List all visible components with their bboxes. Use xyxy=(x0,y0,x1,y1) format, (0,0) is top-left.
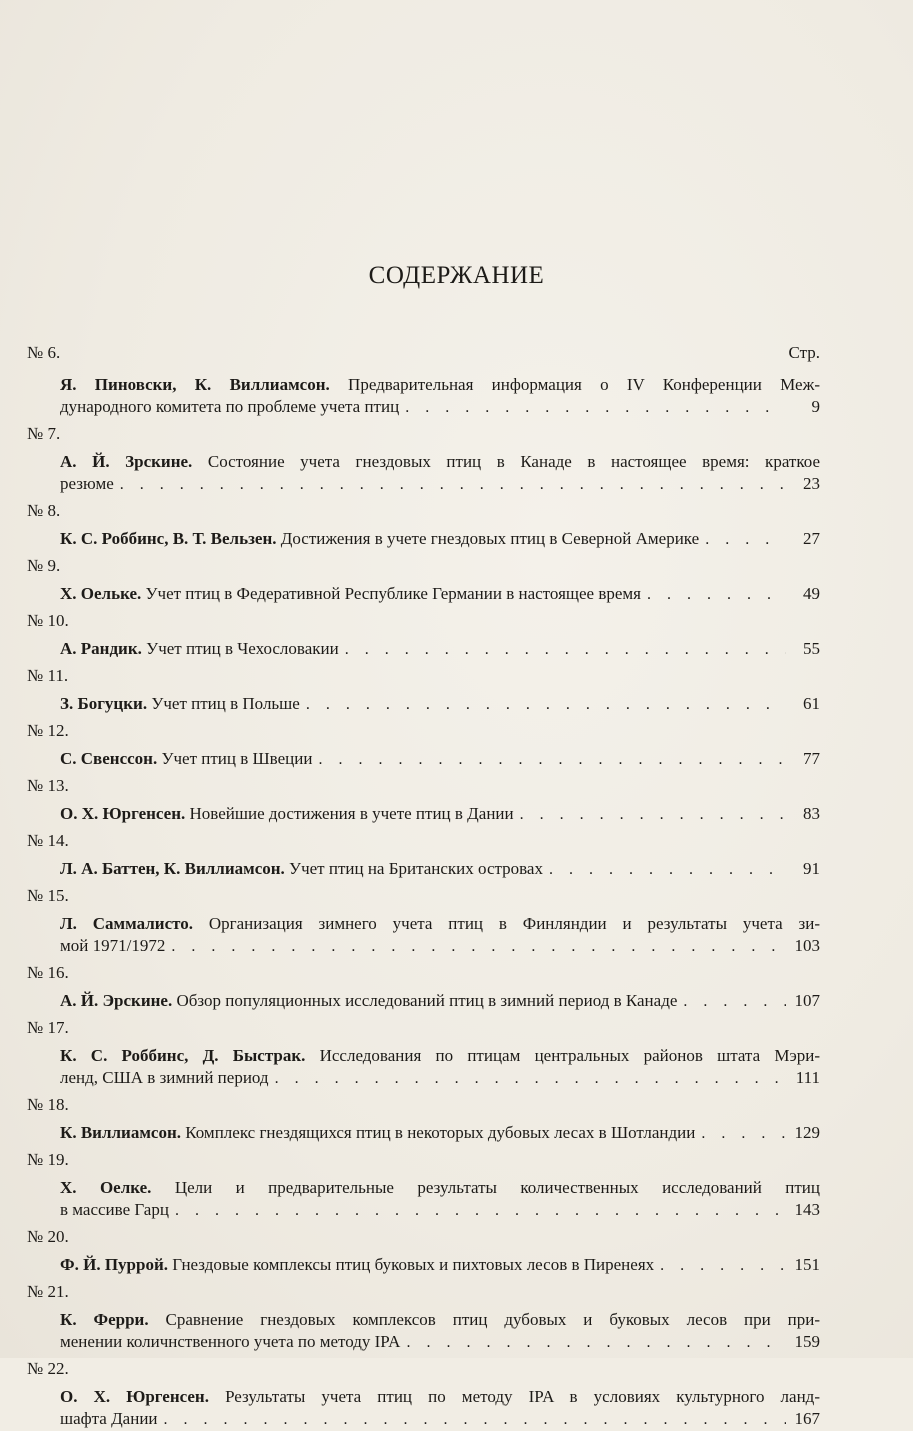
issue-number: № 11. xyxy=(27,666,69,685)
dot-leader xyxy=(683,991,786,1013)
toc-entry xyxy=(27,374,820,419)
issue-number: № 12. xyxy=(27,721,69,740)
toc-entry xyxy=(27,803,820,826)
entry-text-line: А. Й. Зрскине. Состояние учета гнездовых птиц в Канаде в настоящее время: краткое xyxy=(60,452,821,471)
toc-entry xyxy=(27,693,820,716)
entry-text-line: К. С. Роббинс, Д. Быстрак. Исследования по птицам центральных районов штата Мэри- xyxy=(60,1046,821,1065)
toc-entry xyxy=(27,1386,820,1431)
toc-entry xyxy=(27,1177,820,1222)
issue-number: № 15. xyxy=(27,886,69,905)
entry-text-line: дународного комитета по проблеме учета птиц xyxy=(60,397,400,416)
entry-last-line xyxy=(60,748,820,771)
entry-last-line xyxy=(60,1122,820,1145)
dot-leader xyxy=(647,584,786,606)
entry-text-line: шафта Дании xyxy=(60,1409,158,1428)
page-number: 77 xyxy=(803,749,820,768)
issue-number: № 9. xyxy=(27,556,61,575)
entry-text-line: О. Х. Юргенсен. Новейшие достижения в учете птиц в Дании xyxy=(60,804,514,823)
entry-text-line: менении количнственного учета по методу IPA xyxy=(60,1332,401,1351)
dot-leader xyxy=(171,936,786,958)
toc-entries xyxy=(27,374,820,1431)
issue-number: № 18. xyxy=(27,1095,69,1114)
entry-last-line xyxy=(60,803,820,826)
entry-text-line: в массиве Гарц xyxy=(60,1200,169,1219)
toc-entry xyxy=(27,990,820,1013)
page-number: 49 xyxy=(803,584,820,603)
entry-last-line xyxy=(60,935,820,958)
page-title: СОДЕРЖАНИЕ xyxy=(368,262,545,289)
dot-leader xyxy=(345,639,786,661)
entry-author: О. Х. Юргенсен. xyxy=(60,1387,209,1406)
entry-last-line xyxy=(60,396,820,419)
entry-author: К. Ферри. xyxy=(60,1310,149,1329)
issue-number: № 7. xyxy=(27,424,61,443)
entry-text-line: С. Свенссон. Учет птиц в Швеции xyxy=(60,749,313,768)
entry-author: Я. Пиновски, К. Виллиамсон. xyxy=(60,375,330,394)
page-number: 23 xyxy=(803,474,820,493)
entry-text-line: мой 1971/1972 xyxy=(60,936,166,955)
entry-author: О. Х. Юргенсен. xyxy=(60,804,186,823)
entry-text-line: Л. А. Баттен, К. Виллиамсон. Учет птиц на Британских островах xyxy=(60,859,543,878)
toc-entry xyxy=(27,528,820,551)
entry-text-line: К. Виллиамсон. Комплекс гнездящихся птиц в некоторых дубовых лесах в Шотландии xyxy=(60,1123,696,1142)
dot-leader xyxy=(405,397,786,419)
entry-text-line: Л. Саммалисто. Организация зимнего учета птиц в Финляндии и результаты учета зи- xyxy=(60,914,821,933)
page-number: 91 xyxy=(803,859,820,878)
entry-author: Л. А. Баттен, К. Виллиамсон. xyxy=(60,859,285,878)
page-number: 143 xyxy=(794,1200,820,1219)
toc-entry xyxy=(27,1122,820,1145)
dot-leader xyxy=(306,694,786,716)
entry-author: Х. Оелке. xyxy=(60,1178,152,1197)
dot-leader xyxy=(520,804,786,826)
page-number: 159 xyxy=(794,1332,820,1351)
entry-author: Л. Саммалисто. xyxy=(60,914,194,933)
dot-leader xyxy=(660,1255,786,1277)
entry-text-line: резюме xyxy=(60,474,114,493)
issue-number: № 8. xyxy=(27,501,61,520)
toc-entry xyxy=(27,638,820,661)
entry-author: Х. Оельке. xyxy=(60,584,142,603)
entry-author: Ф. Й. Пуррой. xyxy=(60,1255,169,1274)
issue-number: № 13. xyxy=(27,776,69,795)
dot-leader xyxy=(275,1068,786,1090)
issue-number: № 20. xyxy=(27,1227,69,1246)
entry-last-line xyxy=(60,473,820,496)
page-number: 55 xyxy=(803,639,820,658)
entry-text-line: Я. Пиновски, К. Виллиамсон. Предварительная информация о IV Конференции Меж- xyxy=(60,375,820,394)
dot-leader xyxy=(705,529,786,551)
page-column-label: Стр. xyxy=(788,343,820,362)
page-number: 83 xyxy=(803,804,820,823)
toc-entry xyxy=(27,583,820,606)
page-number: 107 xyxy=(794,991,820,1010)
table-of-contents xyxy=(27,342,820,1431)
page-number: 61 xyxy=(803,694,820,713)
toc-first-issue-label: № 6. xyxy=(27,343,61,362)
dot-leader xyxy=(120,474,786,496)
entry-author: А. Й. Эрскине. xyxy=(60,991,173,1010)
issue-number: № 14. xyxy=(27,831,69,850)
entry-last-line xyxy=(60,583,820,606)
toc-entry xyxy=(27,913,820,958)
entry-text-line: К. С. Роббинс, В. Т. Вельзен. Достижения в учете гнездовых птиц в Северной Америке xyxy=(60,529,700,548)
entry-last-line xyxy=(60,528,820,551)
entry-last-line xyxy=(60,1254,820,1277)
entry-last-line xyxy=(60,1331,820,1354)
dot-leader xyxy=(701,1123,786,1145)
toc-entry xyxy=(27,1254,820,1277)
page-number: 27 xyxy=(803,529,820,548)
entry-text-line: ленд, США в зимний период xyxy=(60,1068,269,1087)
dot-leader xyxy=(549,859,786,881)
entry-text-line: Х. Оельке. Учет птиц в Федеративной Республике Германии в настоящее время xyxy=(60,584,641,603)
entry-text-line: А. Рандик. Учет птиц в Чехословакии xyxy=(60,639,339,658)
toc-entry xyxy=(27,1045,820,1090)
entry-author: З. Богуцки. xyxy=(60,694,148,713)
entry-text-line: З. Богуцки. Учет птиц в Польше xyxy=(60,694,300,713)
entry-last-line xyxy=(60,693,820,716)
page-number: 129 xyxy=(794,1123,820,1142)
page-number: 103 xyxy=(794,936,820,955)
entry-last-line xyxy=(60,1067,820,1090)
issue-number: № 17. xyxy=(27,1018,69,1037)
issue-number: № 21. xyxy=(27,1282,69,1301)
entry-author: К. Виллиамсон. xyxy=(60,1123,182,1142)
entry-last-line xyxy=(60,1199,820,1222)
issue-number: № 22. xyxy=(27,1359,69,1378)
toc-header-row xyxy=(27,342,820,364)
entry-author: К. С. Роббинс, Д. Быстрак. xyxy=(60,1046,306,1065)
entry-last-line xyxy=(60,1408,820,1431)
entry-author: А. Й. Зрскине. xyxy=(60,452,193,471)
entry-author: А. Рандик. xyxy=(60,639,142,658)
entry-text-line: О. Х. Юргенсен. Результаты учета птиц по методу IPA в условиях культурного ланд- xyxy=(60,1387,820,1406)
entry-author: К. С. Роббинс, В. Т. Вельзен. xyxy=(60,529,277,548)
page-number: 151 xyxy=(794,1255,820,1274)
entry-text-line: К. Ферри. Сравнение гнездовых комплексов птиц дубовых и буковых лесов при при- xyxy=(60,1310,820,1329)
page-number: 9 xyxy=(811,397,820,416)
issue-number: № 19. xyxy=(27,1150,69,1169)
toc-entry xyxy=(27,858,820,881)
entry-author: С. Свенссон. xyxy=(60,749,158,768)
issue-number: № 10. xyxy=(27,611,69,630)
page-number: 167 xyxy=(794,1409,820,1428)
toc-entry xyxy=(27,1309,820,1354)
entry-last-line xyxy=(60,990,820,1013)
dot-leader xyxy=(175,1200,786,1222)
dot-leader xyxy=(164,1409,786,1431)
page-number: 111 xyxy=(795,1068,820,1087)
entry-text-line: А. Й. Эрскине. Обзор популяционных исследований птиц в зимний период в Канаде xyxy=(60,991,678,1010)
dot-leader xyxy=(318,749,786,771)
entry-text-line: Х. Оелке. Цели и предварительные результаты количественных исследований птиц xyxy=(60,1178,820,1197)
toc-entry xyxy=(27,748,820,771)
entry-text-line: Ф. Й. Пуррой. Гнездовые комплексы птиц буковых и пихтовых лесов в Пиренеях xyxy=(60,1255,655,1274)
toc-entry xyxy=(27,451,820,496)
issue-number: № 16. xyxy=(27,963,69,982)
entry-last-line xyxy=(60,638,820,661)
dot-leader xyxy=(406,1332,786,1354)
entry-last-line xyxy=(60,858,820,881)
